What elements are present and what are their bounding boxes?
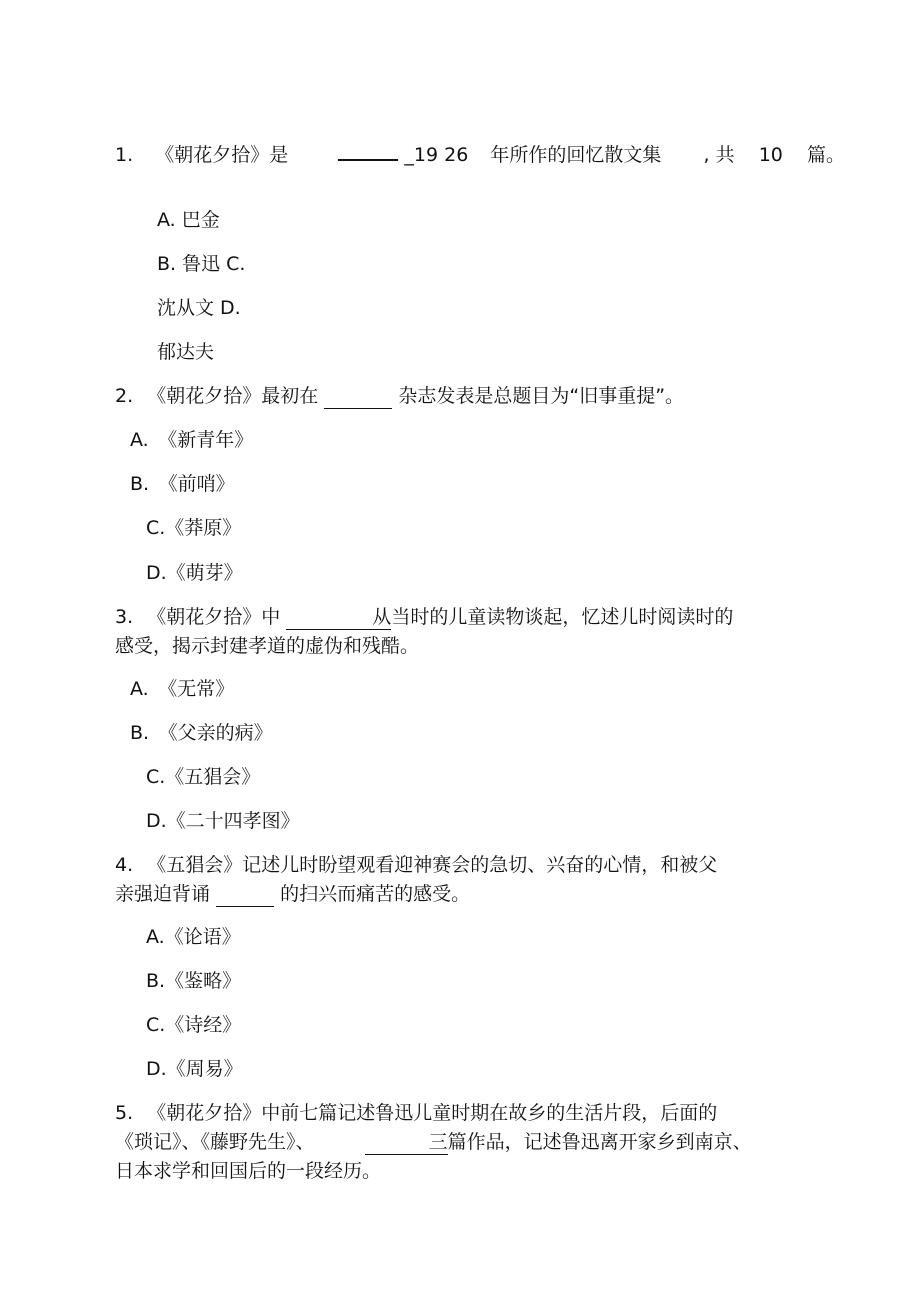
question-3-blank: [286, 605, 372, 630]
question-4-text-3: 的扫兴而痛苦的感受。: [280, 883, 471, 905]
question-4-option-c: C.《诗经》: [146, 1014, 242, 1036]
question-1-option-a: A. 巴金: [157, 209, 220, 231]
question-3-number: 3.: [115, 606, 134, 628]
question-1-tail-2: 篇。: [806, 144, 845, 166]
question-5-stem-line-3: 日本求学和回国后的一段经历。: [115, 1160, 382, 1182]
question-3-text-2: 当时的儿童读物谈起，忆述儿时阅读时的: [391, 606, 734, 628]
question-2-number: 2.: [115, 385, 134, 407]
question-1-number: 1.: [115, 144, 134, 166]
question-4-stem: [115, 853, 717, 877]
question-1-year: _19 26: [404, 144, 469, 166]
question-2-text: 《朝花夕拾》最初在: [147, 385, 319, 407]
question-3-option-c: C.《五猖会》: [146, 766, 261, 788]
question-4-option-b: B.《鉴略》: [146, 970, 242, 992]
question-5-underlined: 三: [428, 1131, 448, 1153]
question-1-tail: , 共: [703, 144, 735, 166]
question-5-stem-line-2: [115, 1130, 752, 1155]
question-2-option-d: D.《萌芽》: [146, 562, 243, 584]
question-3-option-d: D.《二十四孝图》: [146, 810, 300, 832]
question-1-option-cd: 沈从文 D.: [157, 297, 241, 319]
question-4-option-a: A.《论语》: [146, 926, 241, 948]
question-4-number: 4.: [115, 854, 134, 876]
question-1-text: 《朝花夕拾》是: [155, 144, 289, 166]
question-5-stem: [115, 1101, 717, 1125]
question-1-option-d: 郁达夫: [157, 341, 215, 363]
question-2-option-b: B. 《前哨》: [130, 473, 235, 495]
question-2-option-c: C.《莽原》: [146, 517, 242, 539]
question-3-text: 《朝花夕拾》中: [147, 606, 281, 628]
question-1-blank: [338, 159, 398, 161]
question-5-blank: [365, 1130, 429, 1155]
question-4-text: 《五猖会》记述儿时盼望观看迎神赛会的急切、兴奋的心情，和被父: [147, 854, 718, 876]
question-4-blank: [216, 882, 274, 907]
question-2-blank: [324, 384, 392, 409]
question-2-text-2: 杂志发表是总题目为“旧事重提”。: [398, 385, 685, 407]
question-5-text-2: 《琐记》、《藤野先生》、: [115, 1131, 315, 1153]
question-3-option-a: A. 《无常》: [130, 678, 235, 700]
question-2-option-a: A. 《新青年》: [130, 429, 254, 451]
question-3-option-b: B. 《父亲的病》: [130, 722, 273, 744]
question-1-stem: [115, 143, 845, 167]
question-5-text: 《朝花夕拾》中前七篇记述鲁迅儿童时期在故乡的生活片段，后面的: [147, 1102, 718, 1124]
question-5-text-3: 篇作品，记述鲁迅离开家乡到南京、: [447, 1131, 752, 1153]
question-1-option-bc: B. 鲁迅 C.: [157, 253, 246, 275]
question-2-stem: [115, 384, 684, 409]
question-1-count: 10: [758, 144, 783, 166]
question-4-option-d: D.《周易》: [146, 1058, 243, 1080]
question-4-text-2: 亲强迫背诵: [115, 883, 211, 905]
question-1-text-2: 年所作的回忆散文集: [490, 144, 662, 166]
question-3-stem-line-2: 感受，揭示封建孝道的虚伪和残酷。: [115, 635, 420, 657]
question-5-number: 5.: [115, 1102, 134, 1124]
question-3-underlined: 从: [372, 606, 392, 628]
question-4-stem-line-2: [115, 882, 470, 907]
question-3-stem: [115, 605, 733, 630]
